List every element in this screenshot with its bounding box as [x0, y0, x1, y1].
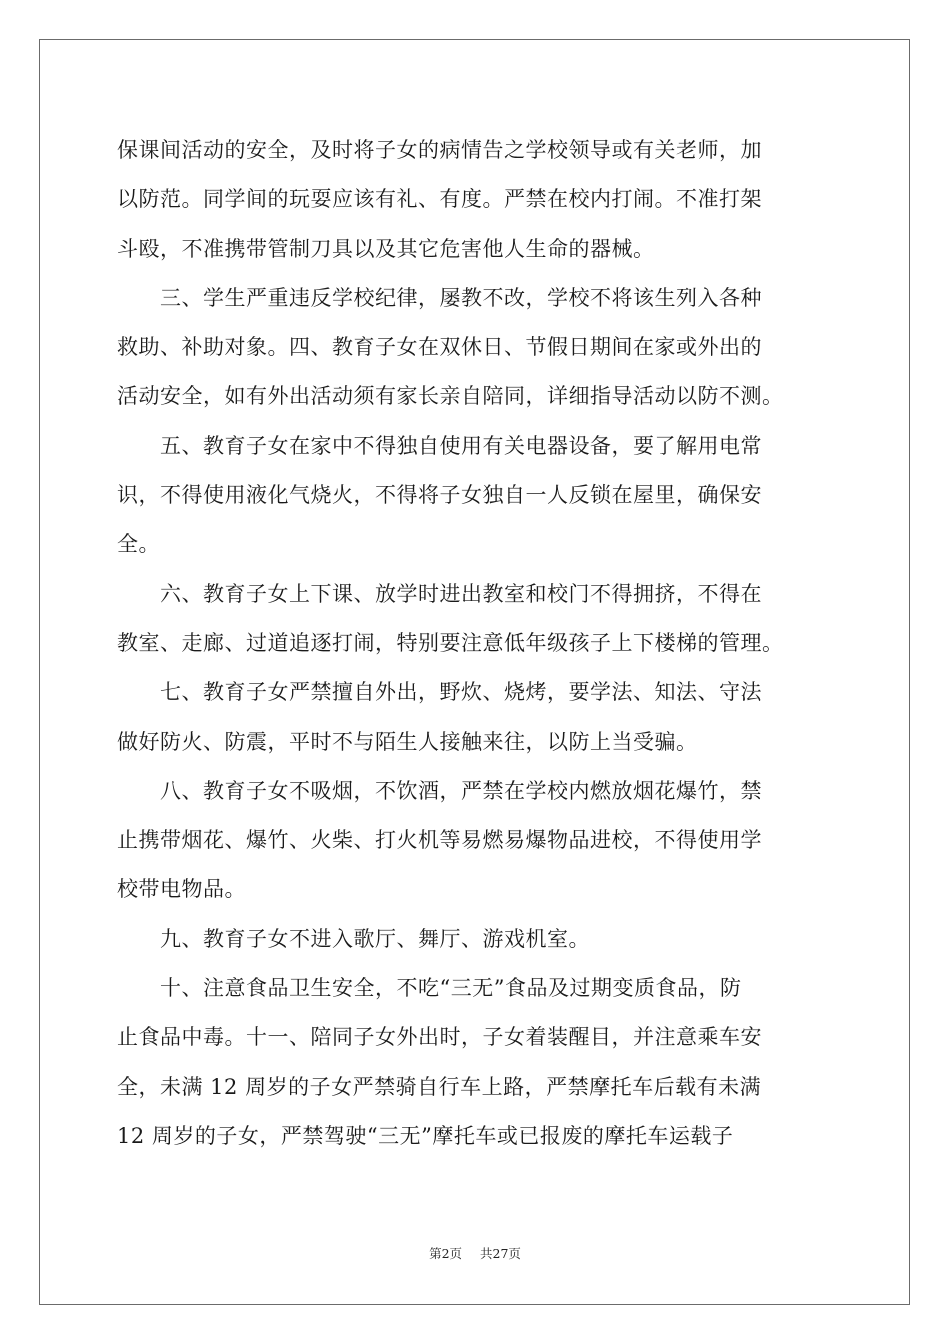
text-line: 止食品中毒。十一、陪同子女外出时，子女着装醒目，并注意乘车安 [117, 1025, 762, 1050]
text-line: 救助、补助对象。四、教育子女在双休日、节假日期间在家或外出的 [117, 335, 762, 360]
text-line: 以防范。同学间的玩耍应该有礼、有度。严禁在校内打闹。不准打架 [117, 187, 762, 212]
text-line: 九、教育子女不进入歌厅、舞厅、游戏机室。 [117, 926, 590, 951]
text-line: 止携带烟花、爆竹、火柴、打火机等易燃易爆物品进校，不得使用学 [117, 828, 762, 853]
text-line: 保课间活动的安全，及时将子女的病情告之学校领导或有关老师，加 [117, 138, 762, 162]
text-line: 识，不得使用液化气烧火，不得将子女独自一人反锁在屋里，确保安 [117, 483, 762, 508]
text-line: 12 周岁的子女，严禁驾驶“三无”摩托车或已报废的摩托车运载子 [117, 1123, 734, 1148]
text-line: 六、教育子女上下课、放学时进出教室和校门不得拥挤，不得在 [117, 581, 762, 606]
text-line: 七、教育子女严禁擅自外出，野炊、烧烤，要学法、知法、守法 [117, 680, 762, 705]
text-line: 教室、走廊、过道追逐打闹，特别要注意低年级孩子上下楼梯的管理。 [117, 630, 784, 655]
page-footer [0, 1244, 950, 1262]
text-line: 全，未满 12 周岁的子女严禁骑自行车上路，严禁摩托车后载有未满 [117, 1074, 762, 1099]
text-line: 做好防火、防震，平时不与陌生人接触来往，以防上当受骗。 [117, 729, 698, 754]
document-body [117, 126, 835, 1161]
text-line: 斗殴，不准携带管制刀具以及其它危害他人生命的器械。 [117, 236, 655, 261]
text-line: 三、学生严重违反学校纪律，屡教不改，学校不将该生列入各种 [117, 285, 762, 310]
text-line: 十、注意食品卫生安全，不吃“三无”食品及过期变质食品，防 [117, 976, 742, 1001]
page-number: 第2页 [429, 1246, 463, 1261]
text-line: 八、教育子女不吸烟，不饮酒，严禁在学校内燃放烟花爆竹，禁 [117, 778, 762, 803]
text-line: 校带电物品。 [117, 877, 246, 902]
page-total: 共27页 [480, 1246, 521, 1261]
text-line: 活动安全，如有外出活动须有家长亲自陪同，详细指导活动以防不测。 [117, 384, 784, 409]
text-line: 五、教育子女在家中不得独自使用有关电器设备，要了解用电常 [117, 433, 762, 458]
text-line: 全。 [117, 532, 160, 557]
